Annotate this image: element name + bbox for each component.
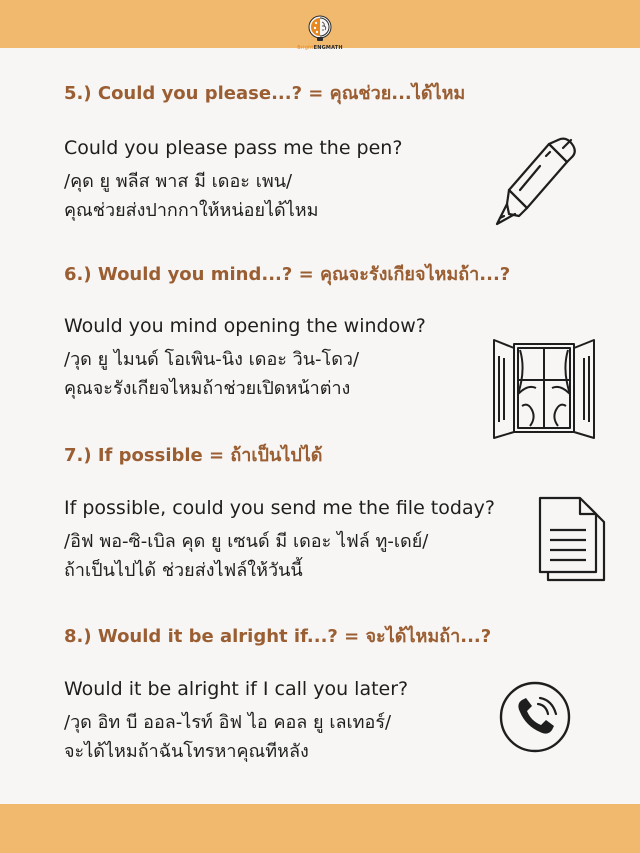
section-7-translation: ถ้าเป็นไปได้ ช่วยส่งไฟล์ให้วันนี้ bbox=[64, 560, 303, 581]
brand-logo bbox=[290, 14, 350, 58]
section-5-example: Could you please pass me the pen? bbox=[64, 137, 403, 159]
section-6-heading: 6.) Would you mind...? = คุณจะรังเกียจไหมถ้า...? bbox=[64, 264, 511, 285]
section-6-translation: คุณจะรังเกียจไหมถ้าช่วยเปิดหน้าต่าง bbox=[64, 378, 351, 399]
brand-name: BrightENGMATH bbox=[297, 45, 343, 51]
document-icon bbox=[536, 494, 608, 584]
section-8-example: Would it be alright if I call you later? bbox=[64, 678, 409, 700]
pen-icon bbox=[488, 132, 584, 230]
section-7-pronunciation: /อิฟ พอ-ซิ-เบิล คุด ยู เซนด์ มี เดอะ ไฟล์ ทู-เดย์/ bbox=[64, 531, 429, 552]
section-6-example: Would you mind opening the window? bbox=[64, 315, 426, 337]
section-7-heading: 7.) If possible = ถ้าเป็นไปได้ bbox=[64, 445, 323, 466]
section-8-pronunciation: /วุด อิท บี ออล-ไรท์ อิฟ ไอ คอล ยู เลเทอร์/ bbox=[64, 712, 392, 733]
section-7-example: If possible, could you send me the file today? bbox=[64, 497, 495, 519]
brain-bulb-icon bbox=[305, 14, 335, 44]
section-8-translation: จะได้ไหมถ้าฉันโทรหาคุณทีหลัง bbox=[64, 741, 309, 762]
window-icon bbox=[492, 336, 596, 440]
section-6-pronunciation: /วุด ยู ไมนด์ โอเพิน-นิง เดอะ วิน-โดว/ bbox=[64, 349, 360, 370]
section-5-translation: คุณช่วยส่งปากกาให้หน่อยได้ไหม bbox=[64, 200, 319, 221]
section-8-heading: 8.) Would it be alright if...? = จะได้ไหมถ้า...? bbox=[64, 626, 492, 647]
section-5-heading: 5.) Could you please...? = คุณช่วย...ได้ไหม bbox=[64, 83, 466, 104]
phone-icon bbox=[498, 680, 572, 754]
section-5-pronunciation: /คุด ยู พลีส พาส มี เดอะ เพน/ bbox=[64, 171, 293, 192]
bottom-banner bbox=[0, 804, 640, 853]
